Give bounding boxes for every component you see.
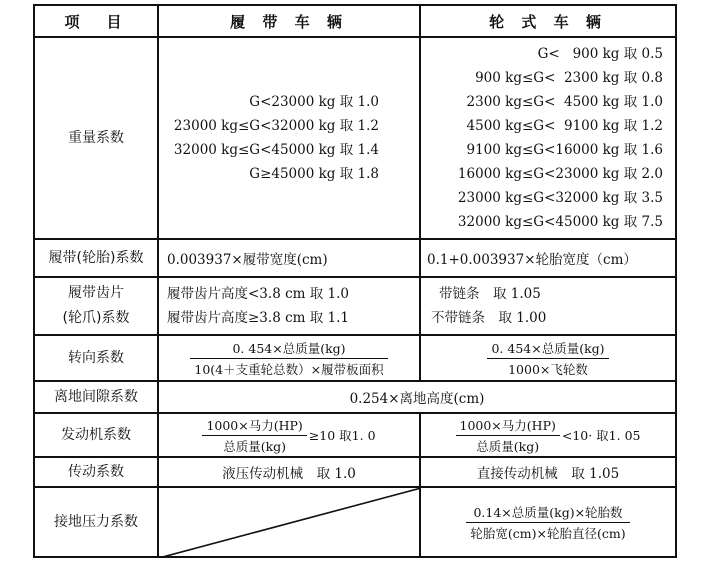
coefficient-table-sheet bbox=[33, 4, 675, 563]
weight-row bbox=[34, 37, 676, 239]
track-label: 履带(轮胎)系数 bbox=[34, 239, 158, 277]
engine-tracked-denominator: 总质量(kg) bbox=[223, 438, 287, 454]
weight-label: 重量系数 bbox=[34, 37, 158, 239]
header-item: 项 目 bbox=[34, 5, 158, 37]
steering-wheeled-denominator: 1000×飞轮数 bbox=[508, 361, 588, 377]
pressure-wheeled-denominator: 轮胎宽(cm)×轮胎直径(cm) bbox=[470, 525, 626, 541]
steering-wheeled-numerator: 0. 454×总质量(kg) bbox=[487, 339, 608, 359]
transmission-tracked: 液压传动机械 取 1.0 bbox=[158, 457, 420, 487]
track-tracked: 0.003937×履带宽度(cm) bbox=[158, 239, 420, 277]
clearance-value: 0.254×离地高度(cm) bbox=[158, 381, 676, 413]
header-wheeled: 轮 式 车 辆 bbox=[420, 5, 676, 37]
engine-wheeled-cell bbox=[420, 413, 676, 457]
coefficient-table bbox=[33, 4, 677, 558]
grouser-tracked-line: 履带齿片高度≥3.8 cm 取 1.1 bbox=[167, 310, 349, 326]
grouser-wheeled-line: 带链条 取 1.05 bbox=[439, 286, 541, 302]
steering-tracked-formula bbox=[190, 339, 387, 378]
engine-tracked-cell bbox=[158, 413, 420, 457]
engine-wheeled-condition: <10· 取1. 05 bbox=[561, 428, 641, 443]
steering-label: 转向系数 bbox=[34, 335, 158, 381]
pressure-label: 接地压力系数 bbox=[34, 487, 158, 557]
steering-tracked-denominator: 10(4＋支重轮总数）×履带板面积 bbox=[194, 361, 384, 377]
pressure-wheeled-numerator: 0.14×总质量(kg)×轮胎数 bbox=[466, 503, 629, 523]
clearance-row bbox=[34, 381, 676, 413]
engine-wheeled-denominator: 总质量(kg) bbox=[476, 438, 540, 454]
transmission-wheeled: 直接传动机械 取 1.05 bbox=[420, 457, 676, 487]
steering-wheeled-cell bbox=[420, 335, 676, 381]
engine-label: 发动机系数 bbox=[34, 413, 158, 457]
header-row bbox=[34, 5, 676, 37]
grouser-tracked-lines bbox=[159, 282, 419, 330]
weight-wheeled-line: 32000 kg≤G<45000 kg 取 7.5 bbox=[457, 214, 663, 230]
weight-tracked-lines bbox=[159, 90, 419, 186]
grouser-row bbox=[34, 277, 676, 335]
header-tracked: 履 带 车 辆 bbox=[158, 5, 420, 37]
grouser-label-cell bbox=[34, 277, 158, 335]
engine-wheeled-formula bbox=[456, 416, 560, 455]
weight-tracked-line: G≥45000 kg 取 1.8 bbox=[249, 166, 379, 182]
weight-tracked-line: G<23000 kg 取 1.0 bbox=[249, 94, 379, 110]
steering-row bbox=[34, 335, 676, 381]
weight-tracked-cell bbox=[158, 37, 420, 239]
engine-tracked-condition: ≥10 取1. 0 bbox=[308, 428, 376, 443]
steering-wheeled-formula bbox=[487, 339, 608, 378]
weight-wheeled-line: 2300 kg≤G< 4500 kg 取 1.0 bbox=[466, 94, 663, 110]
transmission-label: 传动系数 bbox=[34, 457, 158, 487]
pressure-tracked-cell bbox=[158, 487, 420, 557]
weight-wheeled-line: 4500 kg≤G< 9100 kg 取 1.2 bbox=[466, 118, 663, 134]
engine-tracked-formula bbox=[202, 416, 306, 455]
engine-row bbox=[34, 413, 676, 457]
weight-wheeled-line: 900 kg≤G< 2300 kg 取 0.8 bbox=[475, 70, 663, 86]
weight-wheeled-lines bbox=[421, 42, 675, 234]
grouser-label-1: 履带齿片 bbox=[68, 285, 124, 301]
clearance-label: 离地间隙系数 bbox=[34, 381, 158, 413]
weight-wheeled-line: 16000 kg≤G<23000 kg 取 2.0 bbox=[457, 166, 663, 182]
transmission-row bbox=[34, 457, 676, 487]
weight-wheeled-line: G< 900 kg 取 0.5 bbox=[537, 46, 663, 62]
weight-wheeled-line: 9100 kg≤G<16000 kg 取 1.6 bbox=[466, 142, 663, 158]
weight-tracked-line: 32000 kg≤G<45000 kg 取 1.4 bbox=[173, 142, 379, 158]
grouser-wheeled-lines bbox=[421, 282, 675, 330]
engine-tracked-numerator: 1000×马力(HP) bbox=[202, 416, 306, 436]
weight-tracked-line: 23000 kg≤G<32000 kg 取 1.2 bbox=[173, 118, 379, 134]
pressure-wheeled-cell bbox=[420, 487, 676, 557]
weight-wheeled-line: 23000 kg≤G<32000 kg 取 3.5 bbox=[457, 190, 663, 206]
grouser-label-2: (轮爪)系数 bbox=[62, 310, 130, 326]
diagonal-slash bbox=[159, 488, 421, 558]
weight-wheeled-cell bbox=[420, 37, 676, 239]
grouser-wheeled-cell bbox=[420, 277, 676, 335]
grouser-tracked-cell bbox=[158, 277, 420, 335]
steering-tracked-numerator: 0. 454×总质量(kg) bbox=[190, 339, 387, 359]
pressure-row bbox=[34, 487, 676, 557]
pressure-wheeled-formula bbox=[466, 503, 629, 542]
steering-tracked-cell bbox=[158, 335, 420, 381]
engine-wheeled-numerator: 1000×马力(HP) bbox=[456, 416, 560, 436]
grouser-tracked-line: 履带齿片高度<3.8 cm 取 1.0 bbox=[167, 286, 349, 302]
track-row bbox=[34, 239, 676, 277]
grouser-wheeled-line: 不带链条 取 1.00 bbox=[431, 310, 547, 326]
track-wheeled: 0.1+0.003937×轮胎宽度（cm） bbox=[420, 239, 676, 277]
